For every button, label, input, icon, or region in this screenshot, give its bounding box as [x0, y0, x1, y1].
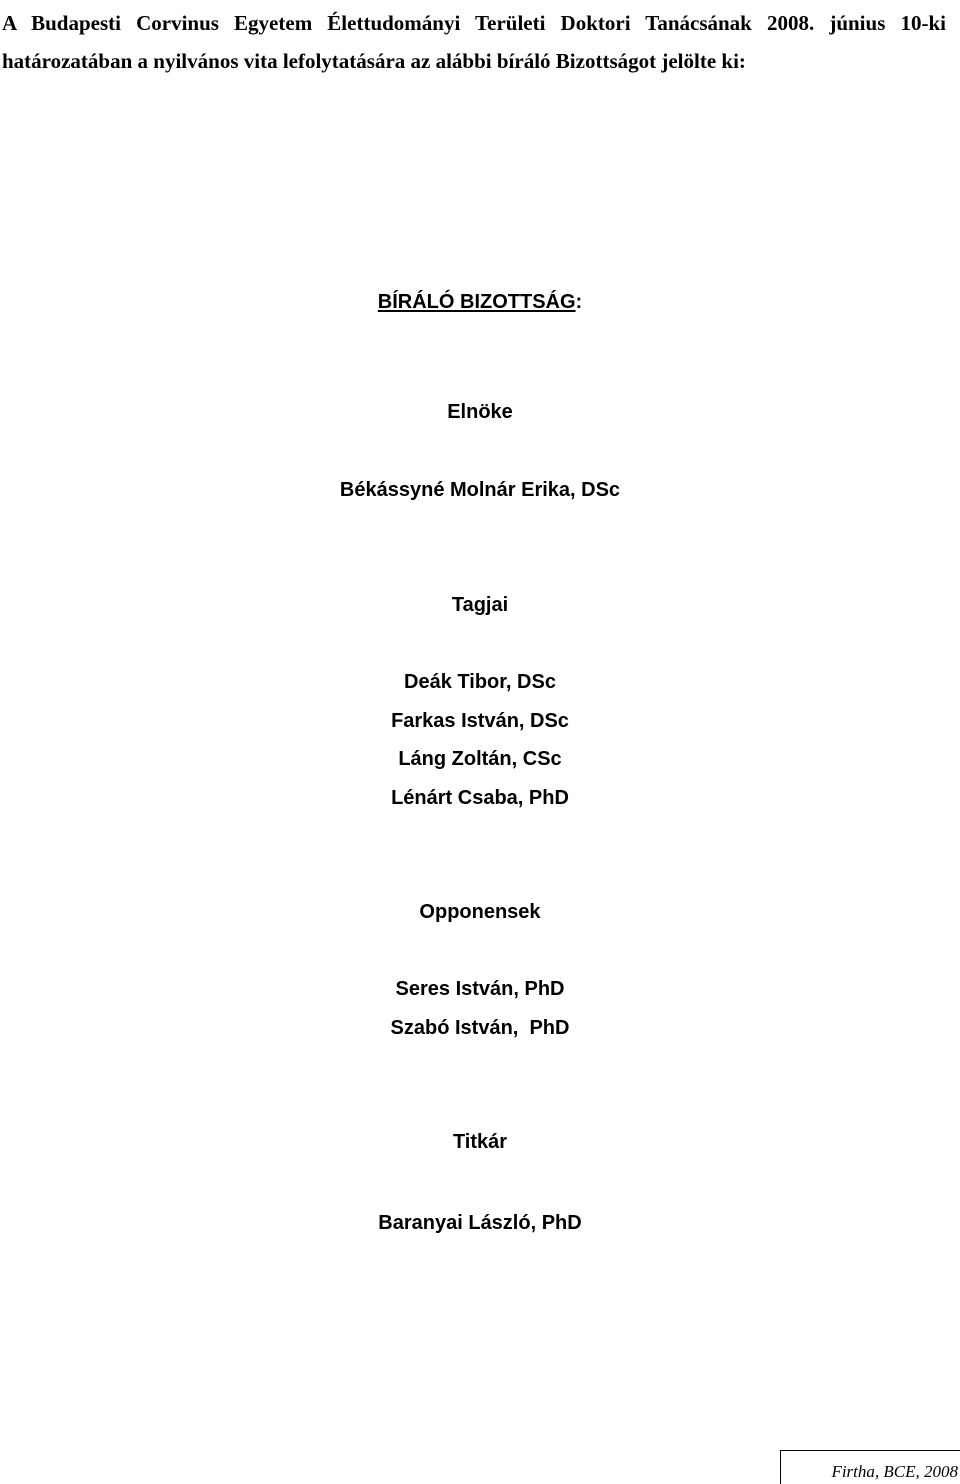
opponents-list	[0, 970, 960, 1047]
committee-heading-colon: :	[575, 291, 583, 313]
members-list	[0, 663, 960, 817]
members-title: Tagjai	[451, 594, 509, 616]
intro-paragraph: A Budapesti Corvinus Egyetem Élettudományi Területi Doktori Tanácsának 2008. június 10-ki határozatában a nyilvános vita lefolytatására az alábbi bíráló Bizottságot jelölte ki:	[2, 11, 946, 73]
chair-title: Elnöke	[447, 401, 513, 423]
member-name: Láng Zoltán, CSc	[398, 748, 562, 770]
opponent-name: Szabó István, PhD	[390, 1016, 570, 1039]
member-name: Farkas István, DSc	[391, 709, 569, 732]
opponent-name: Seres István, PhD	[395, 978, 565, 1000]
member-name: Lénárt Csaba, PhD	[391, 786, 569, 809]
secretary-name: Baranyai László, PhD	[378, 1212, 582, 1234]
secretary-title: Titkár	[452, 1131, 508, 1153]
opponents-title: Opponensek	[419, 901, 541, 923]
member-name: Deák Tibor, DSc	[404, 671, 556, 693]
committee-heading-text: BÍRÁLÓ BIZOTTSÁG	[377, 291, 576, 313]
footer-text: Firtha, BCE, 2008	[831, 1462, 958, 1481]
committee-heading	[0, 283, 960, 322]
footer-box	[780, 1450, 960, 1484]
chair-name: Békássyné Molnár Erika, DSc	[339, 479, 621, 501]
